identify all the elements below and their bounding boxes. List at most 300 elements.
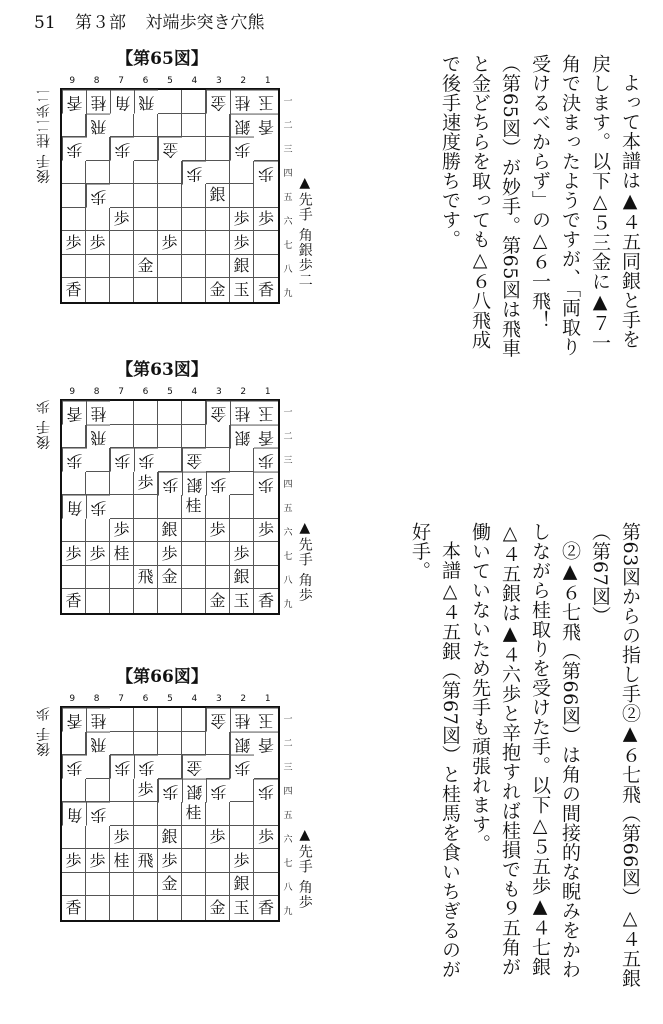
board-square — [110, 401, 134, 425]
board-square — [182, 826, 206, 850]
board-square — [254, 231, 278, 255]
board-square — [110, 708, 134, 732]
shogi-piece: 歩 — [134, 779, 158, 803]
shogi-piece: 銀 — [230, 732, 254, 756]
shogi-piece: 桂 — [110, 542, 134, 566]
board-square — [110, 255, 134, 279]
file-label: 7 — [118, 76, 124, 86]
diagram-title: 【第66図】 — [116, 667, 208, 687]
rank-label: 八 — [283, 264, 293, 275]
shogi-piece: 金 — [158, 873, 182, 897]
sente-hand: ▲先手 角銀歩二 — [296, 175, 313, 288]
shogi-piece: 歩 — [158, 779, 182, 803]
rank-label: 一 — [283, 714, 293, 725]
board-square — [182, 542, 206, 566]
shogi-piece: 歩 — [62, 755, 86, 779]
board-square — [230, 448, 254, 472]
shogi-piece: 歩 — [206, 472, 230, 496]
file-label: 1 — [264, 387, 271, 397]
shogi-piece: 歩 — [86, 802, 110, 826]
rank-label: 四 — [283, 479, 293, 490]
rank-label: 九 — [283, 599, 293, 610]
board-square — [182, 137, 206, 161]
rank-label: 二 — [283, 738, 293, 749]
board-square — [134, 425, 158, 449]
diagram-title: 【第65図】 — [116, 49, 208, 69]
board-square — [254, 566, 278, 590]
shogi-piece: 銀 — [158, 826, 182, 850]
board-square — [206, 732, 230, 756]
board-square — [206, 137, 230, 161]
board-square — [206, 495, 230, 519]
board-square — [62, 184, 86, 208]
shogi-piece: 歩 — [134, 755, 158, 779]
shogi-piece: 金 — [206, 708, 230, 732]
shogi-piece: 歩 — [86, 542, 110, 566]
board-square — [110, 566, 134, 590]
shogi-piece: 歩 — [86, 184, 110, 208]
board-square — [254, 802, 278, 826]
shogi-piece: 歩 — [62, 849, 86, 873]
board-square — [134, 161, 158, 185]
shogi-piece: 桂 — [182, 495, 206, 519]
rank-label: 二 — [283, 431, 293, 442]
board-square — [206, 114, 230, 138]
board-square — [182, 589, 206, 613]
shogi-piece: 角 — [110, 90, 134, 114]
board-square — [134, 708, 158, 732]
chapter-title: 対端歩突き穴熊 — [145, 13, 265, 33]
board-square — [182, 425, 206, 449]
sente-hand: ▲先手 角歩 — [296, 520, 313, 603]
board-square — [158, 448, 182, 472]
rank-label: 五 — [283, 192, 293, 203]
file-label: 9 — [69, 76, 76, 86]
gote-hand: 後手 歩 — [36, 399, 52, 450]
shogi-piece: 歩 — [230, 137, 254, 161]
shogi-piece: 歩 — [230, 231, 254, 255]
shogi-piece: 香 — [62, 90, 86, 114]
shogi-piece: 歩 — [62, 542, 86, 566]
board-square — [206, 849, 230, 873]
shogi-piece: 歩 — [254, 472, 278, 496]
rank-label: 一 — [283, 407, 293, 418]
paragraph: ②▲６七飛（第66図）は角の間接的な睨みをかわしながら桂取りを受けた手。以下△５五歩▲４七銀△４五銀は▲４六歩と辛抱すれば桂損でも９五角が働いていないため先手も頑張れます。 — [469, 522, 581, 979]
board-square — [110, 779, 134, 803]
shogi-piece: 桂 — [86, 90, 110, 114]
board-square — [62, 779, 86, 803]
file-label: 1 — [264, 694, 271, 704]
shogi-piece: 香 — [257, 898, 274, 918]
rank-label: 五 — [283, 503, 293, 514]
board-square — [254, 184, 278, 208]
shogi-piece: 歩 — [230, 208, 254, 232]
shogi-piece: 歩 — [62, 231, 86, 255]
shogi-piece: 香 — [257, 591, 274, 611]
board-square — [158, 589, 182, 613]
shogi-board — [60, 88, 280, 304]
board-square — [134, 802, 158, 826]
board-square — [206, 161, 230, 185]
shogi-piece: 歩 — [230, 542, 254, 566]
shogi-piece: 歩 — [254, 448, 278, 472]
board-square — [206, 802, 230, 826]
file-label: 8 — [93, 76, 100, 86]
board-square — [206, 755, 230, 779]
board-square — [182, 708, 206, 732]
board-square — [182, 519, 206, 543]
board-square — [158, 208, 182, 232]
board-square — [182, 278, 206, 302]
shogi-piece: 歩 — [158, 849, 182, 873]
shogi-piece: 歩 — [254, 161, 278, 185]
board-square — [62, 566, 86, 590]
shogi-piece: 桂 — [86, 401, 110, 425]
shogi-piece: 銀 — [230, 255, 254, 279]
board-square — [230, 161, 254, 185]
file-label: 7 — [118, 694, 124, 704]
file-numbers — [60, 76, 280, 86]
shogi-piece: 歩 — [254, 826, 278, 850]
board-square — [86, 896, 110, 920]
file-label: 9 — [69, 694, 76, 704]
board-square — [230, 779, 254, 803]
board-square — [134, 401, 158, 425]
board-square — [110, 278, 134, 302]
board-square — [62, 425, 86, 449]
rank-label: 八 — [283, 575, 293, 586]
shogi-piece: 歩 — [254, 779, 278, 803]
board-square — [254, 495, 278, 519]
shogi-piece: 金 — [158, 137, 182, 161]
board-square — [86, 779, 110, 803]
board-square — [110, 802, 134, 826]
shogi-piece: 銀 — [230, 114, 254, 138]
shogi-piece: 香 — [257, 280, 274, 300]
shogi-piece: 金 — [206, 90, 230, 114]
board-square — [134, 184, 158, 208]
file-label: 4 — [191, 76, 198, 86]
shogi-piece: 桂 — [230, 708, 254, 732]
shogi-piece: 角 — [62, 802, 86, 826]
file-label: 2 — [240, 694, 247, 704]
board-square — [158, 896, 182, 920]
shogi-piece: 金 — [206, 401, 230, 425]
board-square — [158, 401, 182, 425]
board-square — [110, 472, 134, 496]
board-square — [158, 184, 182, 208]
board-square — [182, 208, 206, 232]
shogi-piece: 歩 — [110, 826, 134, 850]
paragraph: よって本譜は▲４五同銀と手を戻します。以下△５三金に▲７一角で決まったようですが、「両取り受けるべからず」の△６一飛！（第65図）が妙手。第65図は飛車と金どちらを取っても△６八飛成で後手速度勝ちです。 — [439, 54, 641, 358]
board-square — [62, 208, 86, 232]
part-label: 第３部 — [75, 13, 127, 33]
shogi-piece: 香 — [62, 708, 86, 732]
board-square — [182, 401, 206, 425]
board-square — [230, 472, 254, 496]
board-square — [134, 114, 158, 138]
board-square — [86, 755, 110, 779]
file-label: 6 — [142, 387, 149, 397]
shogi-piece: 飛 — [134, 90, 158, 114]
board-square — [110, 161, 134, 185]
shogi-piece: 歩 — [62, 137, 86, 161]
shogi-piece: 銀 — [206, 184, 230, 208]
shogi-piece: 銀 — [230, 566, 254, 590]
shogi-board — [60, 706, 280, 922]
shogi-piece: 香 — [62, 896, 86, 920]
board-square — [134, 137, 158, 161]
file-label: 6 — [142, 694, 149, 704]
rank-label: 二 — [283, 120, 293, 131]
board-square — [134, 542, 158, 566]
board-square — [158, 278, 182, 302]
shogi-piece: 桂 — [230, 90, 254, 114]
shogi-piece: 歩 — [158, 472, 182, 496]
board-square — [158, 708, 182, 732]
rank-label: 七 — [283, 240, 293, 251]
rank-label: 七 — [283, 858, 293, 869]
file-label: 5 — [167, 694, 173, 704]
shogi-piece: 歩 — [110, 755, 134, 779]
file-label: 8 — [93, 694, 100, 704]
file-label: 3 — [215, 76, 222, 86]
shogi-piece: 歩 — [206, 826, 230, 850]
shogi-piece: 金 — [158, 566, 182, 590]
shogi-piece: 角 — [62, 495, 86, 519]
gote-hand: 後手 桂二歩二 — [36, 88, 52, 184]
shogi-piece: 香 — [62, 589, 86, 613]
file-label: 2 — [240, 387, 247, 397]
board-square — [158, 425, 182, 449]
shogi-piece: 歩 — [110, 448, 134, 472]
shogi-piece: 歩 — [86, 495, 110, 519]
board-square — [182, 90, 206, 114]
board-square — [86, 519, 110, 543]
board-square — [62, 472, 86, 496]
board-square — [158, 802, 182, 826]
file-label: 6 — [142, 76, 149, 86]
board-square — [182, 184, 206, 208]
shogi-piece: 歩 — [230, 849, 254, 873]
body-text-lower — [405, 522, 645, 992]
board-square — [254, 137, 278, 161]
board-square — [86, 208, 110, 232]
board-square — [254, 873, 278, 897]
board-square — [110, 495, 134, 519]
board-square — [230, 519, 254, 543]
board-square — [110, 231, 134, 255]
shogi-piece: 金 — [182, 448, 206, 472]
shogi-piece: 飛 — [86, 425, 110, 449]
board-square — [182, 849, 206, 873]
board-square — [62, 114, 86, 138]
file-label: 9 — [69, 387, 76, 397]
board-square — [206, 448, 230, 472]
rank-label: 九 — [283, 288, 293, 299]
board-square — [110, 873, 134, 897]
file-label: 3 — [215, 694, 222, 704]
rank-label: 九 — [283, 906, 293, 917]
shogi-piece: 銀 — [230, 873, 254, 897]
board-square — [86, 278, 110, 302]
shogi-piece: 飛 — [134, 566, 158, 590]
shogi-piece: 歩 — [134, 448, 158, 472]
file-label: 4 — [191, 387, 198, 397]
file-numbers — [60, 387, 280, 397]
board-square — [230, 184, 254, 208]
board-square — [134, 495, 158, 519]
shogi-piece: 歩 — [254, 208, 278, 232]
shogi-piece: 金 — [206, 278, 230, 302]
body-text-upper — [435, 54, 645, 360]
board-square — [230, 826, 254, 850]
sente-hand: ▲先手 角歩 — [296, 827, 313, 910]
shogi-piece: 銀 — [158, 519, 182, 543]
file-label: 5 — [167, 387, 173, 397]
gote-hand: 後手 歩 — [36, 706, 52, 757]
page-number: 51 — [34, 13, 56, 33]
rank-label: 六 — [283, 216, 293, 227]
board-square — [254, 755, 278, 779]
shogi-board — [60, 399, 280, 615]
shogi-piece: 玉 — [230, 589, 254, 613]
board-square — [134, 589, 158, 613]
board-square — [206, 231, 230, 255]
shogi-piece: 銀 — [182, 472, 206, 496]
board-square — [206, 566, 230, 590]
board-square — [206, 542, 230, 566]
board-square — [230, 802, 254, 826]
shogi-piece: 歩 — [158, 542, 182, 566]
shogi-piece: 歩 — [182, 161, 206, 185]
shogi-piece: 飛 — [86, 114, 110, 138]
shogi-piece: 歩 — [62, 448, 86, 472]
board-square — [158, 732, 182, 756]
file-label: 5 — [167, 76, 173, 86]
shogi-piece: 香 — [62, 401, 86, 425]
rank-label: 一 — [283, 96, 293, 107]
rank-numbers — [281, 88, 295, 304]
shogi-piece: 玉 — [254, 401, 278, 425]
shogi-piece: 玉 — [254, 90, 278, 114]
shogi-piece: 歩 — [110, 208, 134, 232]
file-label: 4 — [191, 694, 198, 704]
board-square — [86, 255, 110, 279]
shogi-piece: 香 — [254, 114, 278, 138]
board-square — [182, 566, 206, 590]
shogi-piece: 歩 — [110, 519, 134, 543]
shogi-piece: 銀 — [182, 779, 206, 803]
rank-label: 六 — [283, 527, 293, 538]
board-square — [110, 425, 134, 449]
file-label: 8 — [93, 387, 100, 397]
shogi-piece: 玉 — [230, 896, 254, 920]
diagram-title: 【第63図】 — [116, 360, 208, 380]
shogi-piece: 歩 — [254, 519, 278, 543]
shogi-piece: 歩 — [86, 849, 110, 873]
shogi-piece: 歩 — [206, 779, 230, 803]
shogi-piece: 香 — [254, 425, 278, 449]
rank-label: 五 — [283, 810, 293, 821]
board-square — [158, 114, 182, 138]
move-sequence: 第63図からの指し手②▲６七飛（第66図）△４五銀（第67図） — [589, 522, 641, 988]
board-square — [62, 161, 86, 185]
shogi-piece: 香 — [254, 732, 278, 756]
file-label: 7 — [118, 387, 124, 397]
rank-numbers — [281, 399, 295, 615]
paragraph: 本譜△４五銀（第67図）と桂馬を食いちぎるのが好手。 — [409, 522, 461, 979]
board-square — [206, 873, 230, 897]
board-square — [86, 566, 110, 590]
board-square — [110, 896, 134, 920]
rank-label: 四 — [283, 168, 293, 179]
shogi-piece: 金 — [134, 255, 158, 279]
board-square — [182, 732, 206, 756]
shogi-piece: 香 — [62, 278, 86, 302]
board-square — [158, 755, 182, 779]
board-square — [134, 519, 158, 543]
board-square — [254, 255, 278, 279]
board-square — [182, 255, 206, 279]
board-square — [86, 137, 110, 161]
board-square — [206, 425, 230, 449]
file-numbers — [60, 694, 280, 704]
shogi-piece: 桂 — [86, 708, 110, 732]
board-square — [182, 231, 206, 255]
board-square — [134, 873, 158, 897]
file-label: 3 — [215, 387, 222, 397]
shogi-piece: 飛 — [134, 849, 158, 873]
board-square — [86, 472, 110, 496]
shogi-piece: 桂 — [110, 849, 134, 873]
board-square — [62, 255, 86, 279]
board-square — [86, 589, 110, 613]
shogi-piece: 金 — [206, 896, 230, 920]
board-square — [134, 896, 158, 920]
shogi-piece: 歩 — [134, 472, 158, 496]
shogi-piece: 金 — [182, 755, 206, 779]
board-square — [182, 896, 206, 920]
board-square — [110, 732, 134, 756]
board-square — [62, 519, 86, 543]
rank-numbers — [281, 706, 295, 922]
board-square — [158, 255, 182, 279]
shogi-piece: 歩 — [206, 519, 230, 543]
rank-label: 六 — [283, 834, 293, 845]
board-square — [110, 114, 134, 138]
board-square — [182, 873, 206, 897]
board-square — [110, 184, 134, 208]
board-square — [158, 161, 182, 185]
board-square — [254, 849, 278, 873]
shogi-piece: 歩 — [230, 755, 254, 779]
shogi-piece: 銀 — [230, 425, 254, 449]
board-square — [206, 208, 230, 232]
board-square — [182, 114, 206, 138]
board-square — [134, 826, 158, 850]
rank-label: 三 — [283, 762, 293, 773]
board-square — [134, 231, 158, 255]
board-square — [86, 826, 110, 850]
board-square — [254, 542, 278, 566]
rank-label: 四 — [283, 786, 293, 797]
board-square — [86, 448, 110, 472]
board-square — [62, 826, 86, 850]
board-square — [86, 161, 110, 185]
shogi-piece: 桂 — [230, 401, 254, 425]
board-square — [86, 873, 110, 897]
